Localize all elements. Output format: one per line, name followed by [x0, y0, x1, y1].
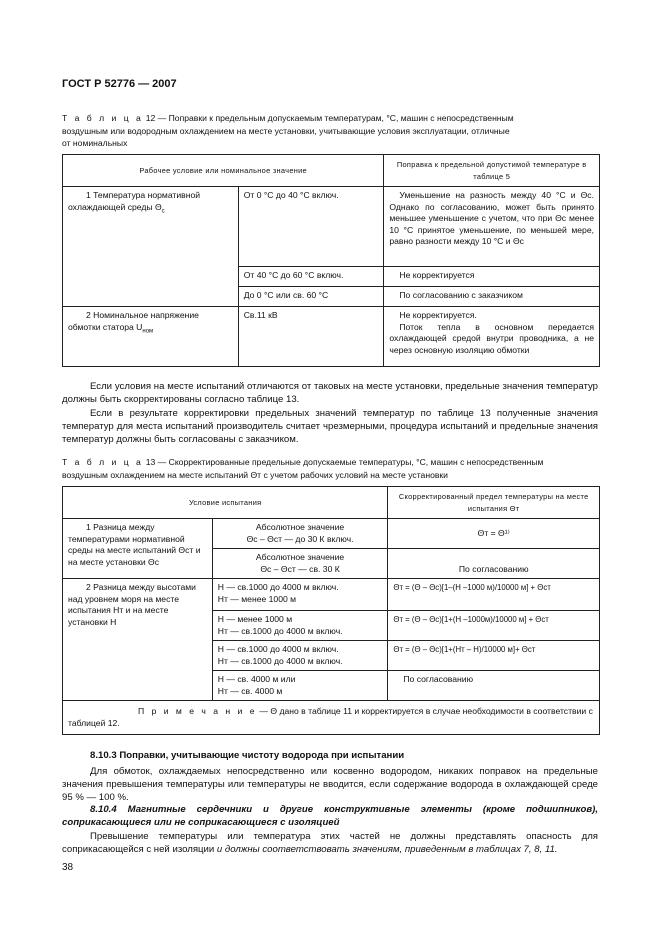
table13-row1a-result: Θт = Θ¹⁾: [388, 519, 600, 549]
table12-row1b-range: От 40 °С до 60 °С включ.: [238, 267, 384, 287]
table12-row1-label: 1 Температура нормативной охлаждающей среды $\Theta_с$: [63, 187, 239, 307]
table13-header-condition: Условие испытания: [63, 487, 388, 519]
table13-row2a-condition: Н — св.1000 до 4000 м включ. Нт — менее 1000 м: [212, 579, 388, 611]
table12-caption: [62, 112, 602, 150]
table13-row2c-result: Θт = (Θ – Θс)[1+(Нт – Н)/10000 м]+ Θст: [388, 641, 600, 671]
table13-row1a-condition: Абсолютное значение Θс – Θст — до 30 К включ.: [212, 519, 388, 549]
table13-row1b-result: По согласованию: [388, 549, 600, 579]
table12-row1a-correction: Уменьшение на разность между 40 °С и Θс. Однако по согласованию, может быть принято меньшее уменьшение с учетом, что при Θс менее 10 °С принятое уменьшение, по меньшей мере, равно разности между 10 °С и Θс: [384, 187, 600, 267]
table13-header-result: Скорректированный предел температуры на месте испытания Θт: [388, 487, 600, 519]
table13-row2-label: 2 Разница между высотами над уровнем моря на месте испытания Нт и на месте установки Н: [63, 579, 213, 701]
table-13: [62, 486, 600, 735]
section-8-10-4-title: 8.10.4 Магнитные сердечники и другие конструктивные элементы (кроме подшипников), соприкасающиеся или не соприкасающиеся с изоляцией: [62, 804, 598, 829]
table13-row2d-condition: Н — св. 4000 м или Нт — св. 4000 м: [212, 671, 388, 701]
section-8-10-4-text: Превышение температуры или температура этих частей не должны представлять опасность для соприкасающейся с ней изоляции и должны соответствовать значениям, приведенным в таблицах 7, 8, 11.: [62, 831, 598, 856]
table13-row2d-result: По согласованию: [388, 671, 600, 701]
table12-row2-range: Св.11 кВ: [238, 307, 384, 367]
table12-row1c-correction: По согласованию с заказчиком: [384, 287, 600, 307]
table12-header-condition: Рабочее условие или номинальное значение: [63, 155, 384, 187]
section-8-10-3-title: 8.10.3 Поправки, учитывающие чистоту водорода при испытании: [90, 750, 405, 761]
table13-caption-label: Т а б л и ц а: [62, 457, 144, 467]
table13-row2c-condition: Н — св.1000 до 4000 м включ. Нт — св.1000 до 4000 м включ.: [212, 641, 388, 671]
table12-row2-correction: Не корректируется. Поток тепла в основном передается охлаждающей средой внутри проводника, а не через основную изоляцию обмотки: [384, 307, 600, 367]
table-12: [62, 154, 600, 367]
table13-row1b-condition: Абсолютное значение Θс – Θст — св. 30 К: [212, 549, 388, 579]
table12-row1b-correction: Не корректируется: [384, 267, 600, 287]
table13-note: П р и м е ч а н и е — Θ дано в таблице 11 и корректируется в случае необходимости в соответствии с таблицей 12.: [63, 701, 600, 735]
table12-row2-label: 2 Номинальное напряжение обмотки статора $U_{ном}$: [63, 307, 239, 367]
table13-row2b-result: Θт = (Θ – Θс)[1+(Н –1000м)/10000 м] + Θст: [388, 611, 600, 641]
table12-header-correction: Поправка к предельной допустимой температуре в таблице 5: [384, 155, 600, 187]
table12-caption-line3: от номинальных: [62, 138, 128, 148]
table12-row1c-range: До 0 °С или св. 60 °С: [238, 287, 384, 307]
table12-caption-line2: воздушным или водородным охлаждением на месте установки, учитывающие условия эксплуатации, отличные: [62, 125, 510, 136]
paragraph-correction-agreement: Если в результате корректировки предельных значений температур по таблице 13 полученные значения температур для места испытаний производитель считает чрезмерными, процедура испытаний и предельные значения температур должны быть согласованы с заказчиком.: [62, 408, 598, 446]
table13-row1-label: 1 Разница между температурами нормативной среды на месте испытаний Θст и на месте установки Θс: [63, 519, 213, 579]
table12-row1a-range: От 0 °С до 40 °С включ.: [238, 187, 384, 267]
paragraph-test-conditions: Если условия на месте испытаний отличаются от таковых на месте установки, предельные значения температур должны быть скорректированы согласно таблице 13.: [62, 381, 598, 406]
section-8-10-3-text: Для обмоток, охлаждаемых непосредственно или косвенно водородом, никаких поправок на предельные значения превышения температуры или температуры не вводится, если содержание водорода в охлаждающей среде 95 % — 100 %.: [62, 766, 598, 804]
page-number: 38: [62, 862, 74, 873]
table13-row2a-result: Θт = (Θ – Θс)[1–(Н –1000 м)/10000 м] + Θст: [388, 579, 600, 611]
table12-caption-label: Т а б л и ц а: [62, 113, 144, 123]
table13-row2b-condition: Н — менее 1000 м Нт — св.1000 до 4000 м включ.: [212, 611, 388, 641]
table13-caption-line2: воздушным охлаждением на месте испытаний Θт с учетом рабочих условий на месте установки: [62, 469, 448, 480]
table13-caption-line1: 13 — Скорректированные предельные допускаемые температуры, °С, машин с непосредственным: [145, 457, 544, 467]
table13-caption: [62, 456, 602, 481]
table12-caption-line1: 12 — Поправки к предельным допускаемым температурам, °С, машин с непосредственным: [145, 113, 514, 123]
document-header: ГОСТ Р 52776 — 2007: [62, 78, 177, 90]
